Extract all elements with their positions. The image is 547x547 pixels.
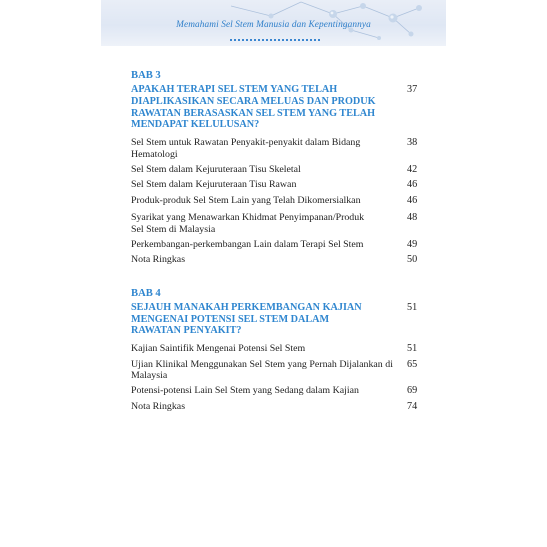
page-number: 38	[407, 137, 418, 149]
toc-entry[interactable]	[131, 401, 421, 412]
toc-entry-title: Kajian Saintifik Mengenai Potensi Sel Stem	[131, 343, 306, 355]
toc-entry[interactable]	[131, 212, 421, 235]
toc-entry[interactable]	[131, 137, 421, 160]
toc-entry-title: Nota Ringkas	[131, 254, 186, 266]
toc-entry[interactable]	[131, 343, 421, 354]
toc-entry-title: Sel Stem dalam Kejuruteraan Tisu Skeletal	[131, 164, 301, 175]
toc-entry[interactable]	[131, 164, 421, 175]
table-of-contents	[131, 70, 421, 412]
page-number: 74	[407, 400, 418, 412]
page-number: 69	[407, 385, 418, 397]
toc-entry-title: Ujian Klinikal Menggunakan Sel Stem yang Pernah Dijalankan di Malaysia	[131, 358, 393, 382]
chapter-label: BAB 3	[131, 70, 161, 81]
toc-entry[interactable]	[131, 239, 421, 250]
chapter-heading[interactable]	[131, 84, 421, 131]
toc-entry[interactable]	[131, 385, 421, 396]
toc-entry-title: Sel Stem dalam Kejuruteraan Tisu Rawan	[131, 179, 297, 191]
header-banner	[101, 0, 446, 46]
chapter-label: BAB 4	[131, 287, 161, 299]
page-number: 46	[407, 194, 418, 206]
toc-entry[interactable]	[131, 195, 421, 206]
page-number: 50	[407, 254, 418, 266]
page-number: 37	[407, 84, 418, 95]
chapter-heading[interactable]	[131, 302, 421, 337]
toc-entry-title: Sel Stem untuk Rawatan Penyakit-penyakit dalam Bidang Hematologi	[131, 137, 361, 160]
toc-entry[interactable]	[131, 179, 421, 190]
page-number: 42	[407, 164, 418, 175]
toc-entry-title: Produk-produk Sel Stem Lain yang Telah Dikomersialkan	[131, 194, 361, 206]
toc-entry-title: Potensi-potensi Lain Sel Stem yang Sedang dalam Kajian	[131, 385, 359, 397]
toc-entry[interactable]	[131, 254, 421, 265]
chapter-heading-text: APAKAH TERAPI SEL STEM YANG TELAH DIAPLIKASIKAN SECARA MELUAS DAN PRODUK RAWATAN BERASASKAN SEL STEM YANG TELAH MENDAPAT KELULUSAN?	[131, 84, 376, 131]
page-number: 49	[407, 239, 418, 251]
chapter-heading-text: SEJAUH MANAKAH PERKEMBANGAN KAJIAN MENGENAI POTENSI SEL STEM DALAM RAWATAN PENYAKIT?	[131, 301, 362, 337]
page-number: 48	[407, 212, 418, 224]
toc-entry-title: Nota Ringkas	[131, 400, 186, 412]
page-number: 46	[407, 179, 418, 191]
page-number: 51	[407, 301, 418, 313]
page-number: 51	[407, 343, 418, 355]
header-underline	[230, 39, 320, 41]
toc-entry[interactable]	[131, 359, 421, 382]
toc-entry-title: Syarikat yang Menawarkan Khidmat Penyimpanan/Produk Sel Stem di Malaysia	[131, 212, 365, 235]
page-number: 65	[407, 358, 418, 370]
toc-entry-title: Perkembangan-perkembangan Lain dalam Terapi Sel Stem	[131, 239, 364, 251]
running-header-title: Memahami Sel Stem Manusia dan Kepentingannya	[176, 20, 371, 30]
